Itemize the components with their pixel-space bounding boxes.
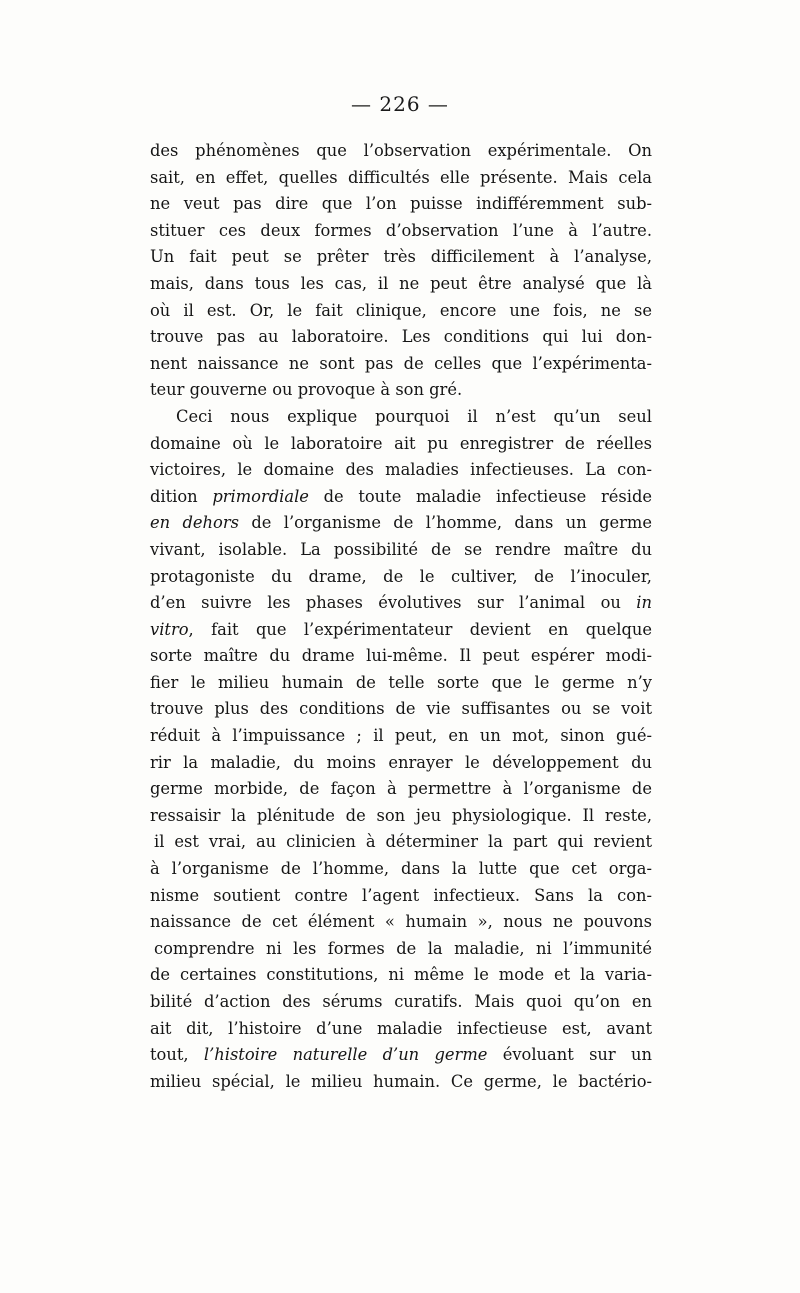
- text-span: rir la maladie, du moins enrayer le développement du: [150, 752, 652, 772]
- italic-text: in: [636, 593, 652, 613]
- text-span: Ceci nous explique pourquoi il n’est qu’un seul: [176, 406, 652, 426]
- text-span: trouve plus des conditions de vie suffisantes ou se voit: [150, 699, 652, 719]
- text-span: sorte maître du drame lui-même. Il peut espérer modi-: [150, 646, 652, 666]
- text-span: de l’organisme de l’homme, dans un germe: [238, 513, 653, 533]
- text-span: germe morbide, de façon à permettre à l’organisme de: [150, 779, 652, 799]
- text-line: [150, 1069, 652, 1096]
- italic-text: vitro: [150, 619, 189, 639]
- text-line: [150, 776, 652, 803]
- text-line: [150, 617, 652, 644]
- page-number: — 226 —: [351, 92, 449, 116]
- text-span: ait dit, l’histoire d’une maladie infectieuse est, avant: [150, 1018, 652, 1038]
- text-span: teur gouverne ou provoque à son gré.: [150, 380, 463, 400]
- text-span: nent naissance ne sont pas de celles que l’expérimenta-: [150, 353, 652, 373]
- text-span: de certaines constitutions, ni même le mode et la varia-: [150, 965, 652, 985]
- text-span: tout,: [150, 1045, 204, 1065]
- text-span: ne veut pas dire que l’on puisse indifféremment sub-: [150, 194, 652, 214]
- italic-text: primordiale: [212, 486, 309, 506]
- text-span: mais, dans tous les cas, il ne peut être analysé que là: [150, 273, 652, 293]
- text-line: [150, 138, 652, 165]
- text-line: [150, 909, 652, 936]
- text-line: [150, 696, 652, 723]
- text-line: [150, 484, 652, 511]
- text-line: [150, 750, 652, 777]
- text-span: d’en suivre les phases évolutives sur l’animal ou: [150, 593, 637, 613]
- text-line: [150, 165, 652, 192]
- text-line: [150, 883, 652, 910]
- text-span: de toute maladie infectieuse réside: [308, 486, 653, 506]
- text-line: [150, 404, 652, 431]
- text-span: nisme soutient contre l’agent infectieux. Sans la con-: [150, 885, 652, 905]
- text-line: [150, 191, 652, 218]
- text-line: [150, 510, 652, 537]
- text-span: ressaisir la plénitude de son jeu physiologique. Il reste,: [150, 805, 652, 825]
- text-span: , fait que l’expérimentateur devient en quelque: [188, 619, 652, 639]
- text-line: [150, 856, 652, 883]
- text-line: [150, 564, 652, 591]
- text-line: [150, 377, 652, 404]
- text-span: trouve pas au laboratoire. Les conditions qui lui don-: [150, 327, 652, 347]
- text-line: [150, 537, 652, 564]
- text-span: où il est. Or, le fait clinique, encore une fois, ne se: [150, 300, 652, 320]
- text-span: il est vrai, au clinicien à déterminer la part qui revient: [154, 832, 652, 852]
- text-span: des phénomènes que l’observation expérimentale. On: [150, 141, 652, 160]
- text-span: domaine où le laboratoire ait pu enregistrer de réelles: [150, 433, 652, 453]
- text-line: [150, 244, 652, 271]
- text-line: [150, 590, 652, 617]
- text-line: [150, 1042, 652, 1069]
- text-span: Un fait peut se prêter très difficilement à l’analyse,: [150, 247, 652, 267]
- text-span: protagoniste du drame, de le cultiver, de l’inoculer,: [150, 566, 652, 586]
- text-span: vivant, isolable. La possibilité de se rendre maître du: [150, 539, 652, 559]
- text-line: [150, 723, 652, 750]
- text-line: [150, 962, 652, 989]
- text-line: [150, 803, 652, 830]
- text-line: [150, 457, 652, 484]
- text-line: [150, 643, 652, 670]
- text-line: [150, 324, 652, 351]
- text-line: [150, 351, 652, 378]
- italic-text: en dehors: [150, 513, 239, 533]
- text-span: dition: [150, 486, 213, 506]
- text-line: [150, 1016, 652, 1043]
- text-line: [150, 298, 652, 325]
- text-line: [150, 670, 652, 697]
- text-span: fier le milieu humain de telle sorte que le germe n’y: [150, 672, 652, 692]
- body-text: [150, 138, 652, 1095]
- text-line: [150, 936, 652, 963]
- text-line: [150, 271, 652, 298]
- text-span: victoires, le domaine des maladies infectieuses. La con-: [150, 460, 652, 480]
- text-line: [150, 431, 652, 458]
- text-span: à l’organisme de l’homme, dans la lutte que cet orga-: [150, 859, 652, 879]
- text-span: évoluant sur un: [487, 1045, 652, 1065]
- text-span: naissance de cet élément « humain », nous ne pouvons: [150, 912, 652, 932]
- text-span: réduit à l’impuissance ; il peut, en un mot, sinon gué-: [150, 726, 652, 746]
- text-span: milieu spécial, le milieu humain. Ce germe, le bactério-: [150, 1071, 652, 1091]
- text-line: [150, 829, 652, 856]
- text-line: [150, 218, 652, 245]
- text-span: comprendre ni les formes de la maladie, ni l’immunité: [154, 938, 652, 958]
- text-span: sait, en effet, quelles difficultés elle présente. Mais cela: [150, 167, 652, 187]
- text-line: [150, 989, 652, 1016]
- text-span: stituer ces deux formes d’observation l’une à l’autre.: [150, 220, 652, 240]
- italic-text: l’histoire naturelle d’un germe: [203, 1045, 488, 1065]
- text-span: bilité d’action des sérums curatifs. Mais quoi qu’on en: [150, 992, 652, 1011]
